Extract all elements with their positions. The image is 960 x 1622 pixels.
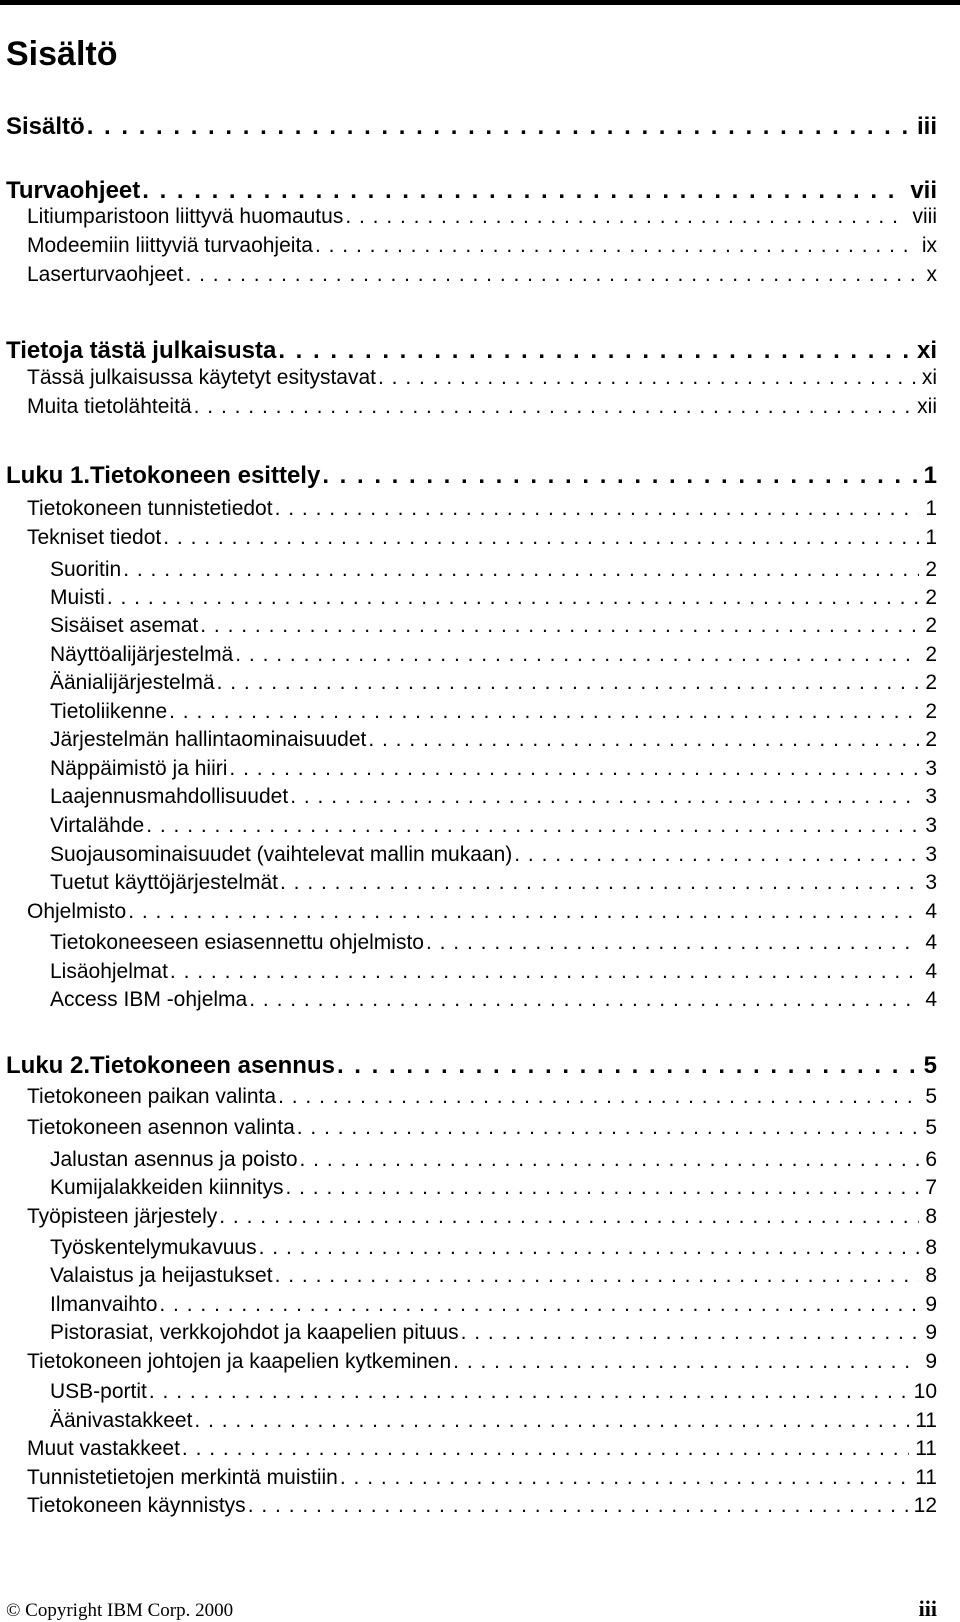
toc-entry-title: Jalustan asennus ja poisto [50,1148,298,1171]
toc-entry[interactable] [6,462,937,490]
dot-leader [280,871,919,895]
toc-entry-title: Tunnistetietojen merkintä muistiin [27,1466,338,1489]
toc-entry-page: viii [912,205,937,228]
toc-entry-title: Modeemiin liittyviä turvaohjeita [27,234,313,257]
toc-entry-page: 5 [925,1085,937,1108]
dot-leader [200,614,919,638]
toc-entry[interactable] [50,671,937,695]
toc-entry-title: Järjestelmän hallintaominaisuudet [50,728,367,751]
toc-entry-title: Tässä julkaisussa käytetyt esitystavat [27,366,376,389]
toc-entry[interactable] [27,234,937,258]
toc-entry[interactable] [50,1148,937,1172]
toc-entry-page: 1 [923,462,937,489]
dot-leader [163,526,919,550]
toc-entry-page: 5 [925,1116,937,1139]
toc-entry-title: Äänivastakkeet [50,1409,193,1432]
toc-entry-page: 3 [925,871,937,894]
dot-leader [285,1176,919,1200]
dot-leader [297,1116,920,1140]
dot-leader [461,1321,920,1345]
toc-entry-page: 1 [925,526,937,549]
toc-entry-page: 4 [925,931,937,954]
toc-entry-page: 2 [925,671,937,694]
toc-entry-title: Suoritin [50,558,122,581]
dot-leader [249,988,919,1012]
toc-entry-page: iii [916,113,937,140]
toc-entry-title: Sisäiset asemat [50,614,199,637]
toc-entry-page: 10 [913,1380,937,1403]
toc-entry[interactable] [27,1466,937,1490]
toc-entry[interactable] [50,586,937,610]
toc-entry-title: Access IBM -ohjelma [50,988,248,1011]
toc-entry-page: 11 [915,1466,937,1489]
toc-entry-page: xi [916,337,937,364]
toc-entry[interactable] [50,988,937,1012]
dot-leader [159,1293,919,1317]
toc-entry-page: xi [921,366,937,389]
toc-entry[interactable] [6,113,937,141]
toc-entry[interactable] [27,205,937,229]
toc-entry-title: Tietokoneen käynnistys [27,1494,246,1517]
copyright-notice: © Copyright IBM Corp. 2000 [6,1600,234,1621]
toc-entry-page: 7 [925,1176,937,1199]
toc-entry[interactable] [50,757,937,781]
dot-leader [300,1148,920,1172]
toc-entry-title: Tietokoneen johtojen ja kaapelien kytkeminen [27,1350,452,1373]
dot-leader [146,814,919,838]
toc-entry-title: Tietokoneen paikan valinta [27,1085,277,1108]
toc-entry-title: Työskentelymukavuus [50,1236,257,1259]
toc-entry-page: 12 [913,1494,937,1517]
toc-entry-page: 2 [925,700,937,723]
toc-entry-page: 2 [925,643,937,666]
toc-entry-title: Näyttöalijärjestelmä [50,643,234,666]
toc-entry[interactable] [27,1494,937,1518]
dot-leader [87,113,911,141]
toc-entry-title: Suojausominaisuudet (vaihtelevat mallin mukaan) [50,843,513,866]
toc-entry-title: Muut vastakkeet [27,1437,180,1460]
toc-entry-title: USB-portit [50,1380,147,1403]
toc-entry[interactable] [27,497,937,521]
dot-leader [229,757,919,781]
toc-entry[interactable] [6,1052,937,1080]
toc-entry-title: Tietokoneen tunnistetiedot [27,497,273,520]
dot-leader [194,395,912,419]
dot-leader [278,337,911,365]
toc-entry-page: 2 [925,558,937,581]
dot-leader [322,462,917,490]
dot-leader [123,558,919,582]
toc-entry[interactable] [6,337,937,365]
toc-entry-page: 6 [925,1148,937,1171]
dot-leader [194,1409,909,1433]
toc-entry-title: Laserturvaohjeet [27,263,184,286]
toc-entry[interactable] [50,1236,937,1260]
toc-entry-title: Muisti [50,586,105,609]
toc-entry-title: Litiumparistoon liittyvä huomautus [27,205,344,228]
toc-entry[interactable] [27,395,937,419]
toc-entry[interactable] [50,1264,937,1288]
dot-leader [259,1236,920,1260]
toc-entry[interactable] [27,1085,937,1109]
toc-entry-title: Tietokoneen asennon valinta [27,1116,295,1139]
toc-entry[interactable] [50,1321,937,1345]
toc-entry-page: 2 [925,586,937,609]
toc-entry-page: 9 [925,1293,937,1316]
dot-leader [128,900,919,924]
toc-entry-page: 3 [925,843,937,866]
dot-leader [219,1205,919,1229]
page-number: iii [918,1596,937,1621]
toc-entry-title: Tietoja tästä julkaisusta [6,337,277,364]
dot-leader [290,785,919,809]
dot-leader [149,1380,908,1404]
toc-entry[interactable] [27,263,937,287]
toc-entry-page: 11 [915,1409,937,1432]
toc-entry-page: 3 [925,814,937,837]
toc-entry-page: 8 [925,1205,937,1228]
toc-entry[interactable] [50,1293,937,1317]
dot-leader [142,177,904,205]
toc-entry[interactable] [50,643,937,667]
toc-entry-page: 9 [925,1321,937,1344]
toc-entry[interactable] [6,177,937,205]
toc-entry[interactable] [27,1437,937,1461]
toc-entry-page: 4 [925,960,937,983]
toc-entry[interactable] [50,814,937,838]
dot-leader [182,1437,909,1461]
toc-entry-page: vii [910,177,937,204]
page-footer [6,1596,937,1622]
dot-leader [315,234,916,258]
toc-entry-title: Laajennusmahdollisuudet [50,785,289,808]
toc-entry[interactable] [27,366,937,390]
toc-entry-page: 8 [925,1236,937,1259]
toc-entry-title: Äänialijärjestelmä [50,671,215,694]
dot-leader [275,1264,920,1288]
toc-entry-page: 8 [925,1264,937,1287]
dot-leader [248,1494,908,1518]
toc-entry[interactable] [50,785,937,809]
toc-entry[interactable] [50,558,937,582]
toc-entry-title: Lisäohjelmat [50,960,168,983]
dot-leader [426,931,919,955]
dot-leader [169,700,919,724]
toc-entry-page: 5 [923,1052,937,1079]
toc-entry-title: Kumijalakkeiden kiinnitys [50,1176,284,1199]
toc-entry-page: 3 [925,785,937,808]
toc-entry-title: Tietokoneeseen esiasennettu ohjelmisto [50,931,424,954]
dot-leader [514,843,919,867]
toc-entry[interactable] [50,843,937,867]
toc-entry-title: Sisältö [6,113,85,140]
dot-leader [340,1466,909,1490]
toc-entry[interactable] [27,1350,937,1374]
toc-entry-title: Tekniset tiedot [27,526,162,549]
toc-entry-title: Ohjelmisto [27,900,127,923]
dot-leader [278,1085,919,1109]
toc-entry-title: Turvaohjeet [6,177,141,204]
toc-entry-title: Ilmanvaihto [50,1293,158,1316]
toc-entry[interactable] [50,871,937,895]
dot-leader [170,960,919,984]
dot-leader [368,728,919,752]
top-rule [0,0,960,5]
toc-entry-page: 4 [925,988,937,1011]
toc-entry[interactable] [50,931,937,955]
dot-leader [107,586,919,610]
toc-entry[interactable] [50,614,937,638]
dot-leader [217,671,920,695]
toc-entry[interactable] [50,1409,937,1433]
toc-entry-page: 3 [925,757,937,780]
toc-entry-title: Tietoliikenne [50,700,168,723]
toc-entry-page: 4 [925,900,937,923]
dot-leader [185,263,920,287]
toc-entry-page: 9 [925,1350,937,1373]
toc-entry[interactable] [27,900,937,924]
toc-entry-title: Luku 2.Tietokoneen asennus [6,1052,335,1079]
toc-entry-page: 2 [925,728,937,751]
dot-leader [378,366,916,390]
dot-leader [337,1052,918,1080]
toc-entry-page: 11 [915,1437,937,1460]
toc-entry[interactable] [50,728,937,752]
toc-entry[interactable] [50,700,937,724]
toc-entry-page: x [926,263,937,286]
toc-entry-title: Valaistus ja heijastukset [50,1264,273,1287]
dot-leader [345,205,906,229]
dot-leader [275,497,920,521]
dot-leader [235,643,919,667]
toc-entry[interactable] [27,1116,937,1140]
toc-entry[interactable] [50,1380,937,1404]
toc-entry[interactable] [50,960,937,984]
dot-leader [453,1350,919,1374]
page-title: Sisältö [6,35,118,73]
toc-entry[interactable] [27,526,937,550]
toc-entry-title: Työpisteen järjestely [27,1205,218,1228]
toc-entry[interactable] [27,1205,937,1229]
toc-entry-page: xii [917,395,937,418]
toc-entry-page: 2 [925,614,937,637]
toc-entry-title: Pistorasiat, verkkojohdot ja kaapelien pituus [50,1321,459,1344]
toc-entry[interactable] [50,1176,937,1200]
toc-entry-title: Tuetut käyttöjärjestelmät [50,871,278,894]
toc-entry-title: Luku 1.Tietokoneen esittely [6,462,321,489]
toc-entry-page: 1 [925,497,937,520]
toc-entry-page: ix [921,234,937,257]
toc-entry-title: Muita tietolähteitä [27,395,192,418]
toc-entry-title: Virtalähde [50,814,145,837]
toc-entry-title: Näppäimistö ja hiiri [50,757,228,780]
